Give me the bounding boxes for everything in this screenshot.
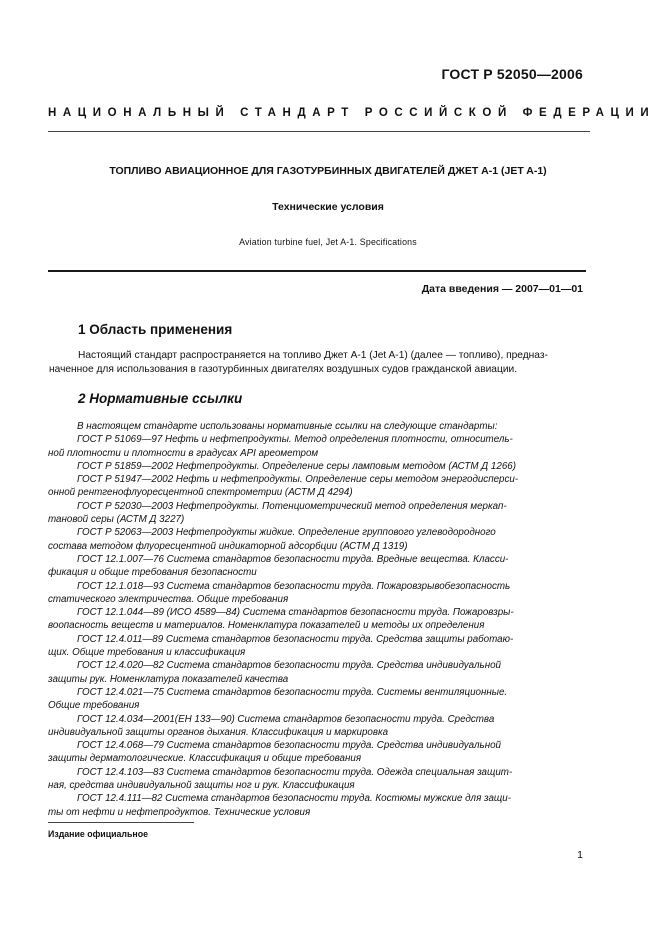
document-title: ТОПЛИВО АВИАЦИОННОЕ ДЛЯ ГАЗОТУРБИННЫХ ДВИГАТЕЛЕЙ ДЖЕТ А-1 (JET A-1) [109,165,547,177]
reference-line: ГОСТ 12.4.068—79 Система стандартов безопасности труда. Средства индивидуальной [77,740,501,752]
reference-line: ГОСТ 12.4.034—2001(ЕН 133—90) Система стандартов безопасности труда. Средства [77,713,495,725]
document-subtitle: Технические условия [272,201,384,213]
reference-line: Общие требования [48,700,140,712]
reference-line: ГОСТ 12.1.044—89 (ИСО 4589—84) Система стандартов безопасности труда. Пожаровзры- [77,607,514,619]
normative-references-list [48,420,583,819]
reference-line: ГОСТ 12.4.111—82 Система стандартов безопасности труда. Костюмы мужские для защи- [77,793,511,805]
reference-line: ГОСТ Р 52063—2003 Нефтепродукты жидкие. Определение группового углеводородного [77,527,496,539]
footer-divider [48,822,194,823]
reference-line: статического электричества. Общие требования [48,593,289,605]
reference-line: ты от нефти и нефтепродуктов. Технические условия [48,806,311,818]
reference-line: тановой серы (АСТМ Д 3227) [48,514,185,526]
reference-line: ГОСТ Р 52030—2003 Нефтепродукты. Потенциометрический метод определения меркап- [77,500,507,512]
reference-line: ГОСТ 12.4.021—75 Система стандартов безопасности труда. Системы вентиляционные. [77,686,508,698]
header-divider [48,131,590,132]
section-1-heading: 1 Область применения [78,322,233,337]
reference-line: фикация и общие требования безопасности [48,567,257,579]
paragraph-line: наченное для использования в газотурбинных двигателях воздушных судов гражданской авиации. [49,364,518,375]
reference-line: индивидуальной защиты органов дыхания. Классификация и маркировка [48,726,389,738]
paragraph-line: Настоящий стандарт распространяется на топливо Джет А-1 (Jet A-1) (далее — топливо), предназ- [78,350,548,361]
reference-line: ГОСТ Р 51069—97 Нефть и нефтепродукты. Метод определения плотности, относитель- [77,434,513,446]
reference-line: щих. Общие требования и классификация [48,647,246,659]
reference-line: ГОСТ Р 51947—2002 Нефть и нефтепродукты. Определение серы методом энергодисперси- [77,474,519,486]
reference-line: онной рентгенофлуоресцентной спектрометрии (АСТМ Д 4294) [48,487,353,499]
section-1-paragraph [49,349,584,377]
reference-line: ГОСТ 12.1.007—76 Система стандартов безопасности труда. Вредные вещества. Класси- [77,553,509,565]
reference-line: состава методом флуоресцентной индикаторной адсорбции (АСТМ Д 1319) [48,540,408,552]
document-number: ГОСТ Р 52050—2006 [441,66,583,82]
page-number: 1 [577,849,583,861]
reference-line: защиты рук. Номенклатура показателей качества [48,673,289,685]
reference-line: ГОСТ 12.4.103—83 Система стандартов безопасности труда. Одежда специальная защит- [77,766,513,778]
reference-line: защиты дерматологические. Классификация и общие требования [48,753,362,765]
reference-line: воопасность веществ и материалов. Номенклатура показателей и методы их определения [48,620,485,632]
reference-line: ной плотности и плотности в градусах API ареометром [48,447,319,459]
reference-line: В настоящем стандарте использованы нормативные ссылки на следующие стандарты: [77,421,498,432]
title-divider [48,270,586,272]
edition-label: Издание официальное [48,829,148,839]
introduction-date: Дата введения — 2007—01—01 [421,283,583,295]
reference-line: ГОСТ Р 51859—2002 Нефтепродукты. Определение серы ламповым методом (АСТМ Д 1266) [77,460,516,472]
reference-line: ная, средства индивидуальной защиты ног и рук. Классификация [48,780,355,792]
section-2-heading: 2 Нормативные ссылки [78,391,243,406]
reference-line: ГОСТ 12.4.011—89 Система стандартов безопасности труда. Средства защиты работаю- [77,633,514,645]
national-standard-banner: НАЦИОНАЛЬНЫЙ СТАНДАРТ РОССИЙСКОЙ ФЕДЕРАЦИИ [48,107,656,119]
reference-line: ГОСТ 12.4.020—82 Система стандартов безопасности труда. Средства индивидуальной [77,660,501,672]
reference-line: ГОСТ 12.1.018—93 Система стандартов безопасности труда. Пожаровзрывобезопасность [77,580,511,592]
english-title: Aviation turbine fuel, Jet A-1. Specifications [239,237,417,247]
